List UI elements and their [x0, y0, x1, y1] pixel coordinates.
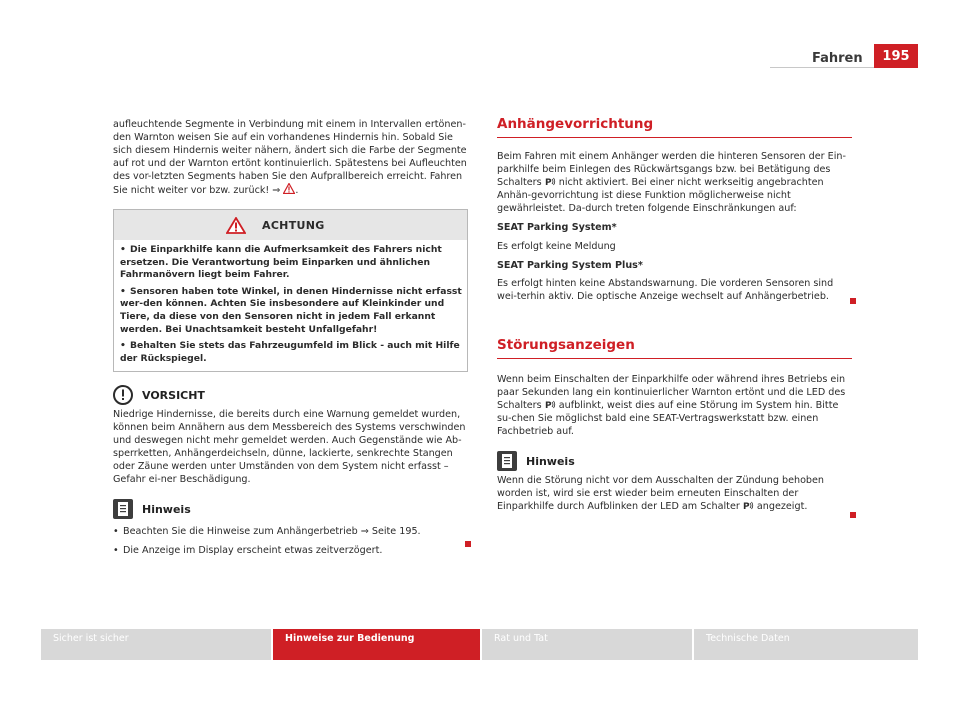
footer-tab-rat[interactable]: Rat und Tat: [482, 629, 692, 660]
hinweis-label: Hinweis: [142, 503, 191, 517]
parking-switch-icon: [743, 501, 754, 510]
anhaenger-intro-a: Beim Fahren mit einem Anhänger werden die hinteren Sensoren der Ein-parkhilfe beim Einlegen des Rückwärtsgangs bzw. bei Betätigung des Schalters: [497, 151, 846, 188]
stoerung-hinweis-section: [497, 454, 852, 513]
achtung-box: [113, 209, 468, 372]
caution-circle-icon: [113, 385, 133, 405]
hinweis-section: [113, 502, 469, 557]
hinweis-item: • Beachten Sie die Hinweise zum Anhängerbetrieb ⇒ Seite 195.: [113, 525, 469, 538]
footer-tab-technik[interactable]: Technische Daten: [694, 629, 918, 660]
vorsicht-section: [113, 388, 469, 486]
info-note-icon: [113, 499, 133, 519]
achtung-header: [114, 210, 467, 240]
footer-tab-sicher[interactable]: Sicher ist sicher: [41, 629, 271, 660]
sys2-text: Es erfolgt hinten keine Abstandswarnung. Die vorderen Sensoren sind wei-terhin aktiv. Die optische Anzeige wechselt auf Anhängerbetrieb.: [497, 278, 834, 302]
achtung-item: • Behalten Sie stets das Fahrzeugumfeld im Blick - auch mit Hilfe der Rückspiegel.: [120, 340, 462, 365]
vorsicht-label: VORSICHT: [142, 389, 205, 403]
warning-triangle-icon: [283, 183, 295, 194]
achtung-item: • Sensoren haben tote Winkel, in denen Hindernisse nicht erfasst wer-den können. Achten Sie insbesondere auf Kleinkinder und Tiere, da diese von den Sensoren nicht in jedem Fall erkannt werden. Bei Unachtsamkeit besteht Unfallgefahr!: [120, 286, 462, 336]
stoerung-text: [497, 373, 852, 438]
stoerung-heading: Störungsanzeigen: [497, 337, 852, 359]
hinweis-item: • Die Anzeige im Display erscheint etwas zeitverzögert.: [113, 544, 469, 557]
stoerung-hinweis-text: [497, 474, 852, 513]
vorsicht-header: [113, 388, 469, 408]
hinweis-header: [113, 502, 469, 522]
warning-triangle-icon: [226, 217, 246, 234]
anhaenger-intro: [497, 150, 852, 215]
achtung-label: ACHTUNG: [262, 219, 325, 232]
stoerung-hinweis-b: angezeigt.: [756, 501, 808, 512]
achtung-item: • Die Einparkhilfe kann die Aufmerksamkeit des Fahrers nicht ersetzen. Die Verantwortung beim Einparken und ähnlichen Fahrmanövern liegt beim Fahrer.: [120, 244, 462, 282]
parking-switch-icon: [545, 400, 556, 409]
footer-tab-bedienung[interactable]: Hinweise zur Bedienung: [273, 629, 480, 660]
achtung-body: [114, 240, 467, 371]
page-number: 195: [874, 44, 918, 68]
info-note-icon: [497, 451, 517, 471]
right-column: [497, 116, 852, 513]
intro-text: aufleuchtende Segmente in Verbindung mit einem in Intervallen ertönen-den Warnton weisen Sie auf ein vorhandenes Hindernis hin. Sobald Sie sich diesem Hindernis weiter nähern, ändert sich die Farbe der Segmente auf rot und der Warnton ertönt kontinuierlich. Spätestens bei Aufleuchten des vor-letzten Segments haben Sie den Aufprallbereich erreicht. Fahren Sie nicht weiter vor bzw. zurück! ⇒: [113, 119, 467, 196]
svg-text:P: P: [742, 502, 750, 510]
stoerung-hinweis-a: Wenn die Störung nicht vor dem Ausschalten der Zündung behoben worden ist, wird sie erst wieder beim erneuten Einschalten der Einparkhilfe durch Aufblinken der LED am Schalter: [497, 475, 825, 512]
intro-paragraph: aufleuchtende Segmente in Verbindung mit einem in Intervallen ertönen-den Warnton weisen Sie auf ein vorhandenes Hindernis hin. Sobald Sie sich diesem Hindernis weiter nähern, ändert sich die Farbe der Segmente auf rot und der Warnton ertönt kontinuierlich. Spätestens bei Aufleuchten des vor-letzten Segments haben Sie den Aufprallbereich erreicht. Fahren Sie nicht weiter vor bzw. zurück! ⇒ .: [113, 119, 467, 196]
sys1-label: SEAT Parking System*: [497, 222, 617, 233]
anhaenger-heading: Anhängevorrichtung: [497, 116, 852, 138]
stoerung-text-a: Wenn beim Einschalten der Einparkhilfe oder während ihres Betriebs ein paar Sekunden lang ein kontinuierlicher Warnton ertönt und die LED des Schalters: [497, 374, 846, 411]
anhaenger-intro-b: nicht aktiviert. Bei einer nicht werkseitig angebrachten Anhän-gevorrichtung ist diese Funktion möglicherweise nicht gewährleistet. Da-durch treten folgende Einschränkungen auf:: [497, 177, 824, 214]
stoerung-text-b: aufblinkt, weist dies auf eine Störung im System hin. Bitte su-chen Sie möglichst bald eine SEAT-Vertragswerkstatt bzw. einen Fachbetrieb auf.: [497, 400, 839, 437]
section-end-marker: [465, 541, 471, 547]
section-end-marker: [850, 512, 856, 518]
vorsicht-text: Niedrige Hindernisse, die bereits durch eine Warnung gemeldet wurden, können beim Annähern aus dem Messbereich des Systems verschwinden und deswegen nicht mehr gemeldet werden. Auch Gegenstände wie Ab-sperrketten, Anhängerdeichseln, dünne, lackierte, senkrechte Stangen oder Zäune werden unter Umständen von dem System nicht erfasst – Gefahr ei-ner Beschädigung.: [113, 409, 466, 486]
sys1-text: Es erfolgt keine Meldung: [497, 241, 616, 252]
stoerung-hinweis-header: [497, 454, 852, 474]
svg-text:P: P: [544, 401, 552, 409]
section-end-marker: [850, 298, 856, 304]
parking-switch-icon: [545, 177, 556, 186]
stoerung-hinweis-label: Hinweis: [526, 455, 575, 468]
left-column: [113, 118, 469, 557]
page-section-title: Fahren: [812, 51, 863, 66]
sys2-label: SEAT Parking System Plus*: [497, 260, 643, 271]
svg-text:P: P: [544, 178, 552, 186]
